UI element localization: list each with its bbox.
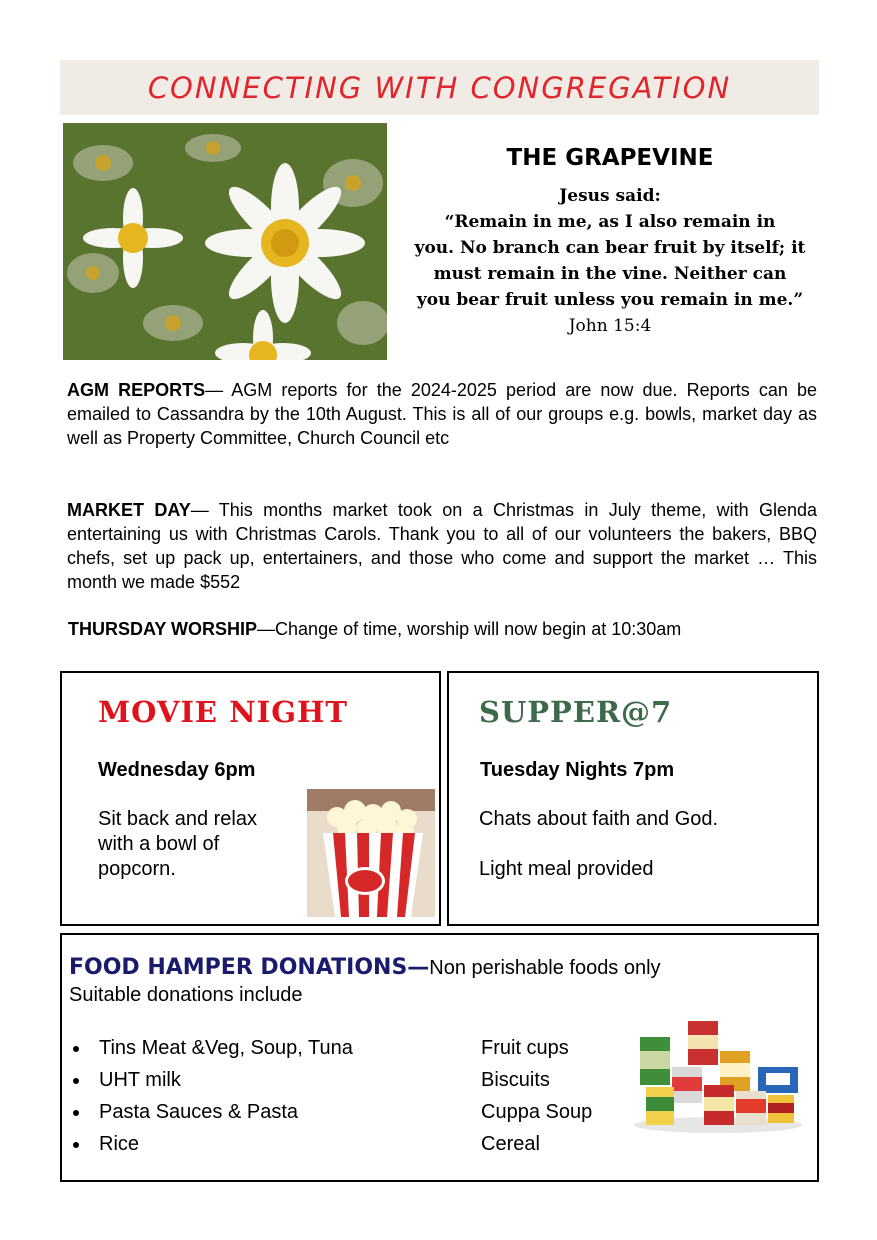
popcorn-image bbox=[307, 789, 435, 917]
verse-reference: John 15:4 bbox=[568, 316, 652, 336]
verse-line: “Remain in me, as I also remain in bbox=[444, 212, 776, 232]
movie-night-box bbox=[60, 671, 441, 926]
list-item: UHT milk bbox=[69, 1064, 353, 1096]
canned-food-image bbox=[632, 1017, 804, 1135]
grapevine-title: THE GRAPEVINE bbox=[506, 145, 714, 171]
market-label: MARKET DAY bbox=[67, 500, 191, 520]
page-title: CONNECTING WITH CONGREGATION bbox=[147, 70, 732, 105]
supper-title: SUPPER@7 bbox=[479, 695, 673, 729]
agm-text: — AGM reports for the 2024-2025 period are now due. Reports can be emailed to Cassandra by the 10th August. This is all of our groups e.g. bowls, market day as well as Property Committee, Church Council etc bbox=[67, 380, 817, 448]
list-item: Fruit cups bbox=[481, 1037, 569, 1059]
food-hamper-title: FOOD HAMPER DONATIONS— bbox=[69, 955, 430, 980]
description-line: Sit back and relax bbox=[98, 808, 257, 830]
list-item: Cuppa Soup bbox=[481, 1101, 593, 1123]
supper-time: Tuesday Nights 7pm bbox=[480, 759, 675, 781]
thursday-notice bbox=[68, 617, 818, 641]
movie-night-time: Wednesday 6pm bbox=[98, 759, 256, 781]
list-item: Rice bbox=[69, 1128, 353, 1160]
thursday-text: —Change of time, worship will now begin at 10:30am bbox=[257, 619, 682, 639]
movie-night-description bbox=[98, 807, 257, 882]
list-item: Tins Meat &Veg, Soup, Tuna bbox=[69, 1032, 353, 1064]
description-line: popcorn. bbox=[98, 858, 176, 880]
verse-line: must remain in the vine. Neither can bbox=[433, 264, 787, 284]
food-hamper-subtitle: Suitable donations include bbox=[69, 984, 303, 1006]
supper-line-1: Chats about faith and God. bbox=[479, 808, 719, 830]
supper-line-2: Light meal provided bbox=[479, 858, 654, 880]
agm-label: AGM REPORTS bbox=[67, 380, 206, 400]
food-hamper-note: Non perishable foods only bbox=[429, 957, 661, 979]
verse-line: you bear fruit unless you remain in me.” bbox=[416, 290, 804, 310]
food-hamper-box bbox=[60, 933, 819, 1182]
description-line: with a bowl of bbox=[98, 833, 220, 855]
list-item: Cereal bbox=[481, 1133, 540, 1155]
list-item: Pasta Sauces & Pasta bbox=[69, 1096, 353, 1128]
movie-night-title: MOVIE NIGHT bbox=[98, 695, 348, 729]
food-hamper-heading bbox=[69, 955, 661, 980]
donation-list-right bbox=[481, 1032, 592, 1160]
agm-notice bbox=[67, 378, 817, 450]
thursday-label: THURSDAY WORSHIP bbox=[68, 619, 258, 639]
market-notice bbox=[67, 498, 817, 594]
market-text: — This months market took on a Christmas in July theme, with Glenda entertaining us with Christmas Carols. Thank you to all of our volunteers the bakers, BBQ chefs, set up pack up, entertainers, and those who come and support the market … This month we made $552 bbox=[67, 500, 817, 592]
grapevine-intro: Jesus said: bbox=[559, 186, 661, 206]
header-banner bbox=[60, 60, 819, 115]
daisy-photo bbox=[63, 123, 387, 360]
supper-box bbox=[447, 671, 819, 926]
list-item: Biscuits bbox=[481, 1069, 550, 1091]
donation-list-left bbox=[69, 1032, 353, 1160]
verse-line: you. No branch can bear fruit by itself; it bbox=[414, 238, 806, 258]
grapevine-section bbox=[400, 145, 820, 339]
